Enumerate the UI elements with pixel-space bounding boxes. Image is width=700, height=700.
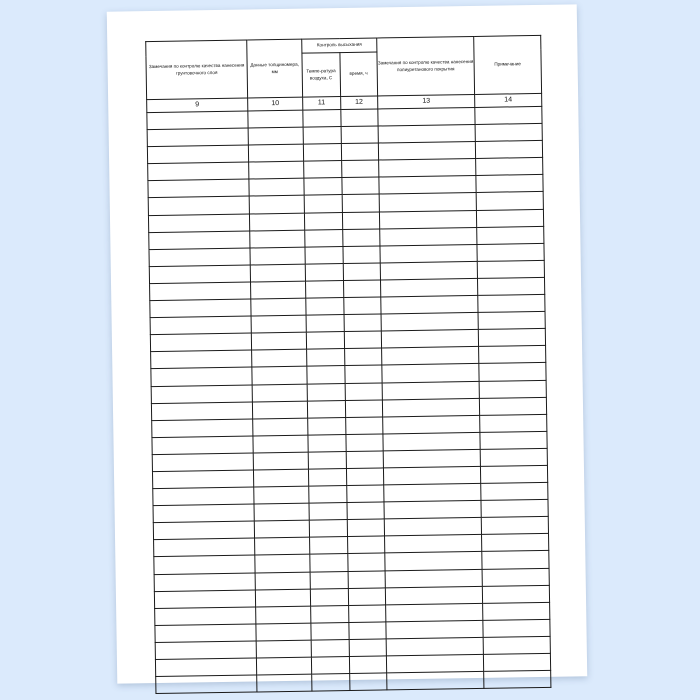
- cell-col11[interactable]: [308, 451, 346, 469]
- header-group-drying: Контроль высыхания: [302, 38, 377, 53]
- cell-col12[interactable]: [346, 451, 384, 469]
- cell-col11[interactable]: [304, 195, 342, 213]
- cell-col11[interactable]: [311, 639, 349, 657]
- cell-col9[interactable]: [148, 214, 249, 233]
- header-col12: время, ч: [339, 52, 377, 97]
- cell-col14[interactable]: [482, 534, 549, 552]
- header-col14: Примечание: [474, 35, 542, 94]
- cell-col9[interactable]: [150, 316, 251, 335]
- cell-col13[interactable]: [383, 466, 480, 485]
- cell-col10[interactable]: [250, 264, 305, 282]
- cell-col14[interactable]: [479, 346, 546, 364]
- cell-col10[interactable]: [249, 179, 304, 197]
- cell-col9[interactable]: [152, 470, 253, 489]
- cell-col14[interactable]: [475, 106, 542, 124]
- cell-col14[interactable]: [483, 653, 550, 671]
- cell-col13[interactable]: [378, 142, 475, 161]
- cell-col10[interactable]: [249, 213, 304, 231]
- cell-col14[interactable]: [483, 602, 550, 620]
- cell-col13[interactable]: [379, 176, 476, 195]
- cell-col10[interactable]: [251, 298, 306, 316]
- cell-col12[interactable]: [343, 263, 381, 281]
- cell-col10[interactable]: [251, 281, 306, 299]
- cell-col12[interactable]: [340, 109, 378, 127]
- cell-col12[interactable]: [346, 485, 384, 503]
- cell-col11[interactable]: [310, 571, 348, 589]
- cell-col10[interactable]: [254, 486, 309, 504]
- cell-col14[interactable]: [480, 465, 547, 483]
- cell-col13[interactable]: [385, 569, 482, 588]
- cell-col13[interactable]: [381, 313, 478, 332]
- cell-col9[interactable]: [151, 350, 252, 369]
- cell-col11[interactable]: [307, 383, 345, 401]
- cell-col9[interactable]: [153, 504, 254, 523]
- cell-col9[interactable]: [154, 590, 255, 609]
- cell-col13[interactable]: [383, 415, 480, 434]
- cell-col14[interactable]: [482, 551, 549, 569]
- cell-col14[interactable]: [475, 141, 542, 159]
- cell-col11[interactable]: [303, 110, 341, 128]
- cell-col14[interactable]: [483, 636, 550, 654]
- cell-col10[interactable]: [250, 247, 305, 265]
- cell-col13[interactable]: [383, 449, 480, 468]
- cell-col11[interactable]: [305, 246, 343, 264]
- cell-col9[interactable]: [149, 265, 250, 284]
- cell-col10[interactable]: [253, 452, 308, 470]
- cell-col12[interactable]: [346, 468, 384, 486]
- cell-col12[interactable]: [348, 570, 386, 588]
- cell-col11[interactable]: [306, 332, 344, 350]
- cell-col11[interactable]: [308, 417, 346, 435]
- cell-col14[interactable]: [482, 585, 549, 603]
- cell-col13[interactable]: [386, 637, 483, 656]
- cell-col11[interactable]: [310, 588, 348, 606]
- cell-col12[interactable]: [349, 639, 387, 657]
- cell-col11[interactable]: [308, 434, 346, 452]
- column-number-10: 10: [248, 97, 303, 111]
- cell-col10[interactable]: [249, 196, 304, 214]
- cell-col14[interactable]: [482, 568, 549, 586]
- cell-col13[interactable]: [385, 552, 482, 571]
- cell-col11[interactable]: [310, 537, 348, 555]
- cell-col10[interactable]: [252, 367, 307, 385]
- cell-col9[interactable]: [155, 641, 256, 660]
- cell-col12[interactable]: [345, 434, 383, 452]
- cell-col13[interactable]: [380, 261, 477, 280]
- cell-col11[interactable]: [306, 315, 344, 333]
- cell-col9[interactable]: [147, 128, 248, 147]
- cell-col14[interactable]: [480, 431, 547, 449]
- cell-col10[interactable]: [255, 572, 310, 590]
- cell-col12[interactable]: [342, 229, 380, 247]
- cell-col14[interactable]: [478, 294, 545, 312]
- cell-col10[interactable]: [256, 623, 311, 641]
- cell-col13[interactable]: [379, 159, 476, 178]
- cell-col14[interactable]: [477, 277, 544, 295]
- cell-col10[interactable]: [253, 469, 308, 487]
- cell-col12[interactable]: [347, 553, 385, 571]
- cell-col14[interactable]: [477, 243, 544, 261]
- cell-col9[interactable]: [147, 145, 248, 164]
- table-container: [145, 35, 551, 694]
- cell-col11[interactable]: [304, 212, 342, 230]
- cell-col9[interactable]: [151, 367, 252, 386]
- cell-col11[interactable]: [309, 486, 347, 504]
- cell-col14[interactable]: [477, 226, 544, 244]
- cell-col13[interactable]: [380, 278, 477, 297]
- cell-col9[interactable]: [148, 196, 249, 215]
- cell-col9[interactable]: [152, 436, 253, 455]
- cell-col11[interactable]: [303, 127, 341, 145]
- header-col10: Данные толщиномера, мм: [247, 39, 303, 98]
- cell-col9[interactable]: [152, 419, 253, 438]
- cell-col9[interactable]: [151, 402, 252, 421]
- cell-col12[interactable]: [344, 348, 382, 366]
- cell-col14[interactable]: [479, 363, 546, 381]
- column-number-9: 9: [147, 98, 248, 113]
- cell-col13[interactable]: [385, 586, 482, 605]
- cell-col13[interactable]: [382, 364, 479, 383]
- cell-col9[interactable]: [149, 248, 250, 267]
- cell-col13[interactable]: [386, 603, 483, 622]
- cell-col11[interactable]: [308, 469, 346, 487]
- cell-col11[interactable]: [305, 229, 343, 247]
- cell-col14[interactable]: [475, 124, 542, 142]
- cell-col9[interactable]: [151, 384, 252, 403]
- cell-col9[interactable]: [148, 179, 249, 198]
- column-number-11: 11: [303, 97, 341, 111]
- cell-col11[interactable]: [306, 298, 344, 316]
- cell-col10[interactable]: [252, 401, 307, 419]
- cell-col14[interactable]: [481, 482, 548, 500]
- cell-col9[interactable]: [152, 453, 253, 472]
- cell-col11[interactable]: [309, 520, 347, 538]
- cell-col9[interactable]: [153, 487, 254, 506]
- cell-col10[interactable]: [255, 537, 310, 555]
- cell-col14[interactable]: [478, 312, 545, 330]
- cell-col9[interactable]: [148, 162, 249, 181]
- cell-col12[interactable]: [348, 622, 386, 640]
- cell-col12[interactable]: [343, 280, 381, 298]
- cell-col12[interactable]: [347, 536, 385, 554]
- cell-col11[interactable]: [304, 161, 342, 179]
- cell-col14[interactable]: [478, 329, 545, 347]
- cell-col12[interactable]: [342, 212, 380, 230]
- cell-col9[interactable]: [154, 555, 255, 574]
- cell-col14[interactable]: [476, 175, 543, 193]
- cell-col10[interactable]: [248, 144, 303, 162]
- cell-col14[interactable]: [480, 414, 547, 432]
- cell-col11[interactable]: [307, 400, 345, 418]
- cell-col9[interactable]: [150, 299, 251, 318]
- cell-col14[interactable]: [477, 260, 544, 278]
- cell-col10[interactable]: [248, 110, 303, 128]
- cell-col14[interactable]: [484, 670, 551, 688]
- cell-col13[interactable]: [383, 432, 480, 451]
- cell-col10[interactable]: [253, 435, 308, 453]
- cell-col10[interactable]: [257, 674, 312, 692]
- cell-col14[interactable]: [481, 500, 548, 518]
- cell-col10[interactable]: [250, 230, 305, 248]
- cell-col11[interactable]: [309, 503, 347, 521]
- cell-col10[interactable]: [248, 127, 303, 145]
- cell-col9[interactable]: [154, 538, 255, 557]
- cell-col13[interactable]: [382, 347, 479, 366]
- cell-col11[interactable]: [307, 366, 345, 384]
- cell-col13[interactable]: [385, 535, 482, 554]
- cell-col12[interactable]: [349, 656, 387, 674]
- cell-col9[interactable]: [150, 333, 251, 352]
- cell-col12[interactable]: [347, 519, 385, 537]
- cell-col10[interactable]: [254, 503, 309, 521]
- cell-col12[interactable]: [341, 160, 379, 178]
- table-body: [147, 106, 551, 693]
- cell-col13[interactable]: [387, 671, 484, 690]
- cell-col11[interactable]: [306, 280, 344, 298]
- cell-col12[interactable]: [342, 194, 380, 212]
- cell-col12[interactable]: [342, 246, 380, 264]
- header-col9: Замечания по контролю качества нанесения грунтовочного слоя: [146, 40, 248, 100]
- cell-col13[interactable]: [378, 125, 475, 144]
- cell-col11[interactable]: [311, 605, 349, 623]
- cell-col11[interactable]: [304, 178, 342, 196]
- cell-col9[interactable]: [155, 624, 256, 643]
- cell-col11[interactable]: [311, 622, 349, 640]
- cell-col9[interactable]: [156, 675, 257, 694]
- cell-col12[interactable]: [343, 297, 381, 315]
- cell-col14[interactable]: [479, 380, 546, 398]
- cell-col11[interactable]: [311, 657, 349, 675]
- cell-col11[interactable]: [312, 674, 350, 692]
- cell-col12[interactable]: [348, 605, 386, 623]
- cell-col10[interactable]: [252, 384, 307, 402]
- cell-col13[interactable]: [386, 654, 483, 673]
- cell-col13[interactable]: [382, 398, 479, 417]
- cell-col9[interactable]: [155, 658, 256, 677]
- cell-col14[interactable]: [479, 397, 546, 415]
- cell-col13[interactable]: [384, 501, 481, 520]
- header-col11: Темпе-ратура воздуха, С: [302, 53, 340, 98]
- cell-col9[interactable]: [153, 521, 254, 540]
- column-number-14: 14: [475, 93, 542, 107]
- cell-col9[interactable]: [147, 111, 248, 130]
- cell-col14[interactable]: [481, 517, 548, 535]
- cell-col10[interactable]: [249, 161, 304, 179]
- cell-col14[interactable]: [476, 158, 543, 176]
- cell-col11[interactable]: [307, 349, 345, 367]
- cell-col12[interactable]: [345, 382, 383, 400]
- cell-col10[interactable]: [253, 418, 308, 436]
- cell-col12[interactable]: [348, 588, 386, 606]
- cell-col13[interactable]: [380, 227, 477, 246]
- cell-col12[interactable]: [344, 365, 382, 383]
- cell-col13[interactable]: [382, 381, 479, 400]
- cell-col13[interactable]: [380, 244, 477, 263]
- cell-col13[interactable]: [384, 518, 481, 537]
- cell-col11[interactable]: [310, 554, 348, 572]
- cell-col13[interactable]: [379, 193, 476, 212]
- cell-col9[interactable]: [150, 282, 251, 301]
- cell-col13[interactable]: [381, 330, 478, 349]
- cell-col14[interactable]: [476, 192, 543, 210]
- table-header: [146, 35, 542, 112]
- cell-col9[interactable]: [154, 573, 255, 592]
- column-number-13: 13: [378, 94, 475, 109]
- cell-col12[interactable]: [346, 502, 384, 520]
- cell-col10[interactable]: [255, 555, 310, 573]
- cell-col10[interactable]: [256, 657, 311, 675]
- cell-col9[interactable]: [149, 231, 250, 250]
- cell-col10[interactable]: [252, 349, 307, 367]
- cell-col13[interactable]: [378, 107, 475, 126]
- cell-col13[interactable]: [381, 295, 478, 314]
- cell-col11[interactable]: [305, 263, 343, 281]
- registration-table: [145, 35, 551, 694]
- cell-col12[interactable]: [341, 126, 379, 144]
- cell-col12[interactable]: [341, 177, 379, 195]
- cell-col10[interactable]: [251, 315, 306, 333]
- cell-col9[interactable]: [155, 607, 256, 626]
- cell-col12[interactable]: [341, 143, 379, 161]
- cell-col10[interactable]: [256, 640, 311, 658]
- cell-col13[interactable]: [386, 620, 483, 639]
- column-number-12: 12: [340, 96, 378, 110]
- cell-col11[interactable]: [303, 144, 341, 162]
- cell-col14[interactable]: [483, 619, 550, 637]
- document-page: [107, 4, 587, 683]
- cell-col10[interactable]: [254, 520, 309, 538]
- cell-col10[interactable]: [256, 606, 311, 624]
- cell-col14[interactable]: [476, 209, 543, 227]
- cell-col12[interactable]: [345, 417, 383, 435]
- cell-col14[interactable]: [480, 448, 547, 466]
- cell-col12[interactable]: [344, 331, 382, 349]
- cell-col12[interactable]: [344, 314, 382, 332]
- cell-col13[interactable]: [384, 483, 481, 502]
- cell-col13[interactable]: [379, 210, 476, 229]
- cell-col10[interactable]: [251, 332, 306, 350]
- header-col13: Замечания по контролю качества нанесения полиуретанового покрытия: [377, 36, 475, 96]
- cell-col12[interactable]: [349, 673, 387, 691]
- cell-col12[interactable]: [345, 400, 383, 418]
- cell-col10[interactable]: [255, 589, 310, 607]
